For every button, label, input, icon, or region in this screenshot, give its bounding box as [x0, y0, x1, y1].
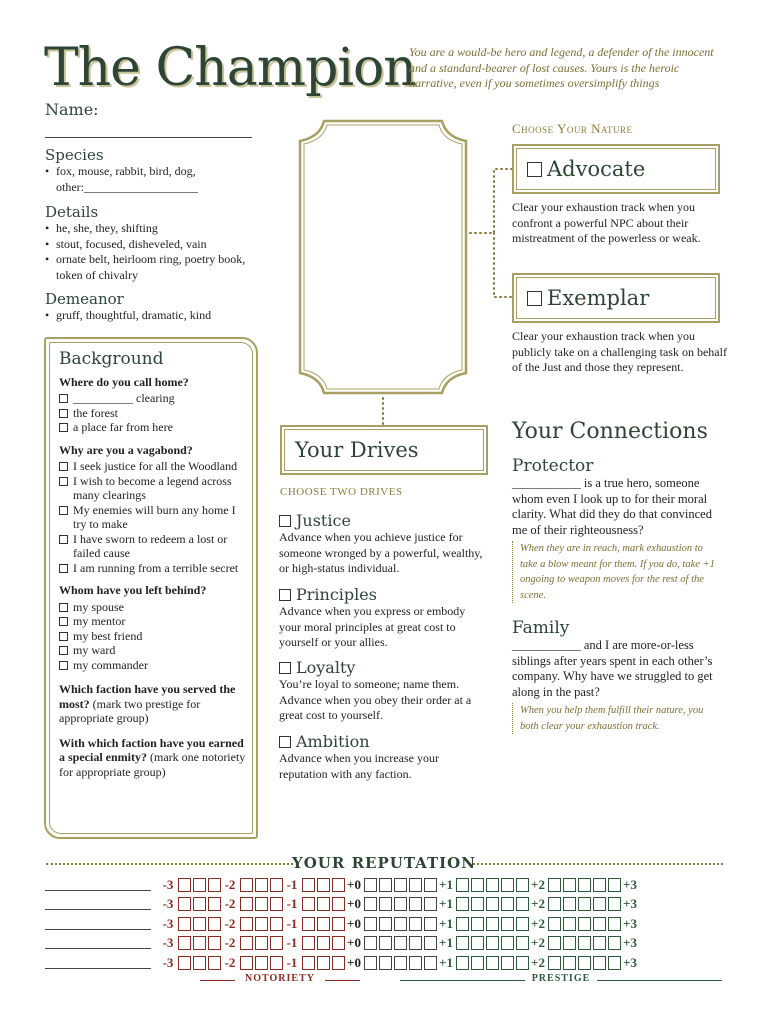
- reputation-box[interactable]: [240, 936, 253, 950]
- checkbox[interactable]: [59, 423, 68, 432]
- drives-frame: [280, 425, 488, 475]
- reputation-box[interactable]: [255, 878, 268, 892]
- reputation-row: [45, 914, 725, 934]
- reputation-value-label: -1: [286, 915, 298, 931]
- reputation-box[interactable]: [456, 917, 469, 931]
- checkbox[interactable]: [59, 564, 68, 573]
- reputation-box[interactable]: [208, 897, 221, 911]
- option-left-behind[interactable]: my ward: [59, 643, 249, 658]
- reputation-heading: YOUR REPUTATION: [292, 854, 476, 872]
- reputation-box[interactable]: [317, 897, 330, 911]
- portrait-frame[interactable]: [296, 117, 470, 397]
- reputation-box[interactable]: [578, 936, 591, 950]
- question-left-behind: Whom have you left behind?: [59, 583, 207, 597]
- reputation-box[interactable]: [486, 956, 499, 970]
- reputation-box[interactable]: [332, 917, 345, 931]
- reputation-box[interactable]: [548, 917, 561, 931]
- drive-checkbox[interactable]: [279, 736, 291, 748]
- checkbox[interactable]: [59, 603, 68, 612]
- reputation-box[interactable]: [255, 897, 268, 911]
- reputation-box[interactable]: [456, 897, 469, 911]
- reputation-box[interactable]: [394, 878, 407, 892]
- reputation-box[interactable]: [302, 897, 315, 911]
- reputation-box[interactable]: [302, 936, 315, 950]
- reputation-box[interactable]: [424, 878, 437, 892]
- option-home[interactable]: the forest: [59, 406, 249, 421]
- reputation-value-label: +0: [347, 915, 361, 931]
- drives-heading: Your Drives: [284, 429, 484, 471]
- reputation-box[interactable]: [379, 878, 392, 892]
- drive-justice: Justice Advance when you achieve justice for someone wronged by a powerful, wealthy, or high-status individual.: [279, 511, 483, 575]
- reputation-value-label: +0: [347, 896, 361, 912]
- reputation-box[interactable]: [317, 878, 330, 892]
- faction-field[interactable]: [45, 957, 151, 969]
- reputation-box[interactable]: [578, 956, 591, 970]
- reputation-value-label: -1: [286, 896, 298, 912]
- reputation-box[interactable]: [578, 917, 591, 931]
- reputation-value-label: +0: [347, 954, 361, 970]
- reputation-box[interactable]: [394, 956, 407, 970]
- advocate-checkbox[interactable]: [527, 162, 542, 177]
- reputation-value-label: +1: [439, 876, 453, 892]
- reputation-value-label: +3: [623, 935, 637, 951]
- checkbox[interactable]: [59, 661, 68, 670]
- reputation-box[interactable]: [516, 897, 529, 911]
- reputation-box[interactable]: [394, 936, 407, 950]
- family-text: ___________ and I are more-or-less siblings after years spent in each other’s company. Why have we struggled to get along in the past?: [512, 638, 713, 699]
- reputation-value-label: +3: [623, 896, 637, 912]
- prestige-label: PRESTIGE: [400, 973, 722, 984]
- reputation-value-label: -3: [162, 935, 174, 951]
- reputation-box[interactable]: [409, 878, 422, 892]
- question-vagabond: Why are you a vagabond?: [59, 442, 193, 457]
- reputation-box[interactable]: [208, 878, 221, 892]
- checkbox[interactable]: [59, 477, 68, 486]
- reputation-box[interactable]: [255, 917, 268, 931]
- reputation-box[interactable]: [456, 936, 469, 950]
- reputation-box[interactable]: [208, 917, 221, 931]
- reputation-box[interactable]: [424, 897, 437, 911]
- reputation-value-label: +3: [623, 954, 637, 970]
- reputation-box[interactable]: [501, 897, 514, 911]
- reputation-box[interactable]: [471, 956, 484, 970]
- drive-checkbox[interactable]: [279, 662, 291, 674]
- connections-heading: Your Connections: [512, 419, 708, 444]
- drives-label: CHOOSE TWO DRIVES: [280, 486, 403, 498]
- species-list: [45, 164, 245, 195]
- reputation-box[interactable]: [456, 878, 469, 892]
- reputation-row: [45, 875, 725, 895]
- reputation-box[interactable]: [178, 917, 191, 931]
- reputation-box[interactable]: [608, 878, 621, 892]
- drive-ambition: Ambition Advance when you increase your reputation with any faction.: [279, 732, 439, 781]
- reputation-box[interactable]: [178, 878, 191, 892]
- reputation-value-label: -1: [286, 954, 298, 970]
- reputation-box[interactable]: [270, 878, 283, 892]
- reputation-box[interactable]: [486, 878, 499, 892]
- exemplar-desc: Clear your exhaustion track when you publicly take on a challenging task on behalf of the Just and those they represent.: [512, 329, 727, 374]
- advocate-option[interactable]: [512, 144, 720, 194]
- background-heading: Background: [59, 349, 164, 369]
- reputation-box[interactable]: [240, 878, 253, 892]
- reputation-box[interactable]: [471, 917, 484, 931]
- reputation-box[interactable]: [364, 956, 377, 970]
- reputation-box[interactable]: [409, 917, 422, 931]
- reputation-box[interactable]: [424, 917, 437, 931]
- reputation-box[interactable]: [394, 917, 407, 931]
- reputation-box[interactable]: [302, 878, 315, 892]
- reputation-box[interactable]: [486, 917, 499, 931]
- background-section: [59, 349, 249, 779]
- family-note: When you help them fulfill their nature, you both clear your exhaustion track.: [512, 703, 717, 734]
- species-item: • fox, mouse, rabbit, bird, dog, other:___________________: [45, 164, 245, 195]
- reputation-box[interactable]: [332, 897, 345, 911]
- reputation-box[interactable]: [178, 956, 191, 970]
- demeanor-section: [45, 290, 250, 324]
- reputation-box[interactable]: [240, 897, 253, 911]
- reputation-box[interactable]: [317, 917, 330, 931]
- reputation-box[interactable]: [424, 936, 437, 950]
- reputation-value-label: +0: [347, 876, 361, 892]
- advocate-desc: Clear your exhaustion track when you confront a powerful NPC about their mistreatment of the powerless or weak.: [512, 200, 701, 245]
- details-section: [45, 203, 250, 283]
- reputation-box[interactable]: [456, 956, 469, 970]
- notoriety-label: NOTORIETY: [190, 973, 370, 984]
- reputation-box[interactable]: [516, 917, 529, 931]
- reputation-box[interactable]: [332, 936, 345, 950]
- reputation-value-label: +1: [439, 954, 453, 970]
- reputation-box[interactable]: [193, 917, 206, 931]
- reputation-value-label: -3: [162, 954, 174, 970]
- question-served: Which faction have you served the most? (mark two prestige for appropriate group): [59, 682, 236, 725]
- reputation-value-label: -2: [224, 876, 236, 892]
- reputation-value-label: +2: [531, 935, 545, 951]
- reputation-value-label: +2: [531, 896, 545, 912]
- reputation-box[interactable]: [240, 956, 253, 970]
- reputation-box[interactable]: [563, 936, 576, 950]
- reputation-box[interactable]: [563, 897, 576, 911]
- reputation-box[interactable]: [608, 956, 621, 970]
- exemplar-title: Exemplar: [547, 286, 650, 310]
- option-home[interactable]: a place far from here: [59, 420, 249, 435]
- checkbox[interactable]: [59, 617, 68, 626]
- reputation-box[interactable]: [471, 878, 484, 892]
- option-vagabond[interactable]: I seek justice for all the Woodland: [59, 459, 249, 474]
- checkbox[interactable]: [59, 632, 68, 641]
- reputation-box[interactable]: [593, 956, 606, 970]
- reputation-box[interactable]: [608, 917, 621, 931]
- reputation-box[interactable]: [501, 878, 514, 892]
- reputation-box[interactable]: [379, 956, 392, 970]
- reputation-value-label: +1: [439, 915, 453, 931]
- reputation-box[interactable]: [608, 936, 621, 950]
- reputation-value-label: -1: [286, 876, 298, 892]
- reputation-box[interactable]: [471, 936, 484, 950]
- reputation-box[interactable]: [501, 917, 514, 931]
- reputation-box[interactable]: [501, 936, 514, 950]
- drive-principles: Principles Advance when you express or embody your moral principles at great cost to yourself or your allies.: [279, 585, 466, 649]
- reputation-box[interactable]: [270, 917, 283, 931]
- reputation-value-label: +1: [439, 896, 453, 912]
- reputation-box[interactable]: [193, 956, 206, 970]
- protector-note: When they are in reach, mark exhaustion to take a blow meant for them. If you do, take +1 ongoing to weapon moves for the rest of the scene.: [512, 541, 717, 603]
- reputation-value-label: -3: [162, 896, 174, 912]
- reputation-box[interactable]: [409, 936, 422, 950]
- intro-text: You are a would-be hero and legend, a defender of the innocent and a standard-bearer of lost causes. Yours is the heroic narrative, even if you sometimes oversimplify things: [409, 45, 714, 90]
- reputation-box[interactable]: [501, 956, 514, 970]
- reputation-box[interactable]: [486, 936, 499, 950]
- species-heading: Species: [45, 146, 104, 164]
- nature-label: Choose Your Nature: [512, 121, 633, 136]
- advocate-title: Advocate: [547, 157, 646, 181]
- reputation-box[interactable]: [270, 897, 283, 911]
- reputation-value-label: -2: [224, 954, 236, 970]
- reputation-row: [45, 934, 725, 954]
- option-left-behind[interactable]: my spouse: [59, 600, 249, 615]
- reputation-box[interactable]: [516, 956, 529, 970]
- reputation-box[interactable]: [270, 956, 283, 970]
- reputation-box[interactable]: [317, 956, 330, 970]
- reputation-box[interactable]: [302, 956, 315, 970]
- protector-text: ___________ is a true hero, someone whom even I look up to for their moral clarity. What did they do that convinced me of their righteousness?: [512, 476, 712, 537]
- demeanor-item: • gruff, thoughtful, dramatic, kind: [45, 308, 250, 324]
- reputation-value-label: +2: [531, 876, 545, 892]
- reputation-box[interactable]: [486, 897, 499, 911]
- details-heading: Details: [45, 203, 99, 221]
- reputation-value-label: -3: [162, 915, 174, 931]
- drive-checkbox[interactable]: [279, 515, 291, 527]
- reputation-value-label: -2: [224, 896, 236, 912]
- reputation-box[interactable]: [548, 897, 561, 911]
- option-vagabond[interactable]: I wish to become a legend across many clearings: [59, 474, 249, 503]
- reputation-box[interactable]: [379, 936, 392, 950]
- reputation-box[interactable]: [332, 878, 345, 892]
- reputation-box[interactable]: [270, 936, 283, 950]
- reputation-box[interactable]: [364, 878, 377, 892]
- drive-checkbox[interactable]: [279, 589, 291, 601]
- checkbox[interactable]: [59, 409, 68, 418]
- drive-loyalty: Loyalty You’re loyal to someone; name them. Advance when you obey their order at a great cost to yourself.: [279, 658, 472, 722]
- reputation-value-label: +3: [623, 915, 637, 931]
- reputation-box[interactable]: [516, 936, 529, 950]
- exemplar-option[interactable]: [512, 273, 720, 323]
- option-home[interactable]: __________ clearing: [59, 391, 249, 406]
- option-left-behind[interactable]: my commander: [59, 658, 249, 673]
- reputation-box[interactable]: [593, 917, 606, 931]
- protector-heading: Protector: [512, 456, 594, 476]
- reputation-value-label: +2: [531, 954, 545, 970]
- reputation-value-label: -1: [286, 935, 298, 951]
- reputation-box[interactable]: [548, 878, 561, 892]
- question-home: Where do you call home?: [59, 374, 189, 389]
- reputation-box[interactable]: [409, 956, 422, 970]
- reputation-box[interactable]: [471, 897, 484, 911]
- reputation-box[interactable]: [548, 936, 561, 950]
- reputation-box[interactable]: [394, 897, 407, 911]
- option-vagabond[interactable]: I have sworn to redeem a lost or failed cause: [59, 532, 249, 561]
- reputation-box[interactable]: [548, 956, 561, 970]
- species-section: [45, 146, 245, 195]
- option-left-behind[interactable]: my mentor: [59, 614, 249, 629]
- reputation-box[interactable]: [379, 917, 392, 931]
- reputation-box[interactable]: [364, 897, 377, 911]
- details-item: • he, she, they, shifting: [45, 221, 250, 237]
- page-title: The Champion: [44, 38, 416, 98]
- reputation-box[interactable]: [193, 897, 206, 911]
- reputation-box[interactable]: [364, 936, 377, 950]
- family-heading: Family: [512, 618, 570, 638]
- reputation-box[interactable]: [364, 917, 377, 931]
- reputation-box[interactable]: [178, 936, 191, 950]
- reputation-box[interactable]: [516, 878, 529, 892]
- reputation-box[interactable]: [409, 897, 422, 911]
- reputation-value-label: -3: [162, 876, 174, 892]
- reputation-box[interactable]: [593, 936, 606, 950]
- reputation-box[interactable]: [193, 936, 206, 950]
- faction-field[interactable]: [45, 879, 151, 891]
- reputation-box[interactable]: [424, 956, 437, 970]
- checkbox[interactable]: [59, 506, 68, 515]
- reputation-box[interactable]: [593, 878, 606, 892]
- name-label: Name:: [45, 100, 99, 119]
- reputation-value-label: +2: [531, 915, 545, 931]
- reputation-box[interactable]: [255, 936, 268, 950]
- reputation-box[interactable]: [578, 897, 591, 911]
- reputation-value-label: +1: [439, 935, 453, 951]
- reputation-box[interactable]: [563, 956, 576, 970]
- reputation-box[interactable]: [193, 878, 206, 892]
- reputation-value-label: +3: [623, 876, 637, 892]
- details-item: • ornate belt, heirloom ring, poetry book, token of chivalry: [45, 252, 250, 283]
- demeanor-list: [45, 308, 250, 324]
- connection-family: [512, 618, 727, 734]
- exemplar-checkbox[interactable]: [527, 291, 542, 306]
- faction-field[interactable]: [45, 918, 151, 930]
- checkbox[interactable]: [59, 646, 68, 655]
- option-vagabond[interactable]: My enemies will burn any home I try to make: [59, 503, 249, 532]
- reputation-box[interactable]: [578, 878, 591, 892]
- reputation-box[interactable]: [563, 878, 576, 892]
- connection-protector: [512, 456, 727, 603]
- checkbox[interactable]: [59, 394, 68, 403]
- reputation-box[interactable]: [379, 897, 392, 911]
- reputation-row: [45, 953, 725, 973]
- reputation-value-label: -2: [224, 935, 236, 951]
- question-enmity: With which faction have you earned a special enmity? (mark one notoriety for appropriate group): [59, 735, 246, 779]
- details-list: [45, 221, 250, 283]
- reputation-box[interactable]: [563, 917, 576, 931]
- faction-field[interactable]: [45, 937, 151, 949]
- reputation-value-label: +0: [347, 935, 361, 951]
- reputation-box[interactable]: [255, 956, 268, 970]
- reputation-box[interactable]: [608, 897, 621, 911]
- option-vagabond[interactable]: I am running from a terrible secret: [59, 561, 249, 576]
- demeanor-heading: Demeanor: [45, 290, 124, 308]
- faction-field[interactable]: [45, 898, 151, 910]
- reputation-row: [45, 895, 725, 915]
- reputation-box[interactable]: [208, 956, 221, 970]
- reputation-value-label: -2: [224, 915, 236, 931]
- name-field[interactable]: [45, 137, 252, 138]
- reputation-box[interactable]: [317, 936, 330, 950]
- checkbox[interactable]: [59, 535, 68, 544]
- reputation-box[interactable]: [178, 897, 191, 911]
- reputation-box[interactable]: [240, 917, 253, 931]
- checkbox[interactable]: [59, 462, 68, 471]
- details-item: • stout, focused, disheveled, vain: [45, 237, 250, 253]
- reputation-box[interactable]: [208, 936, 221, 950]
- reputation-box[interactable]: [593, 897, 606, 911]
- reputation-box[interactable]: [332, 956, 345, 970]
- reputation-box[interactable]: [302, 917, 315, 931]
- option-left-behind[interactable]: my best friend: [59, 629, 249, 644]
